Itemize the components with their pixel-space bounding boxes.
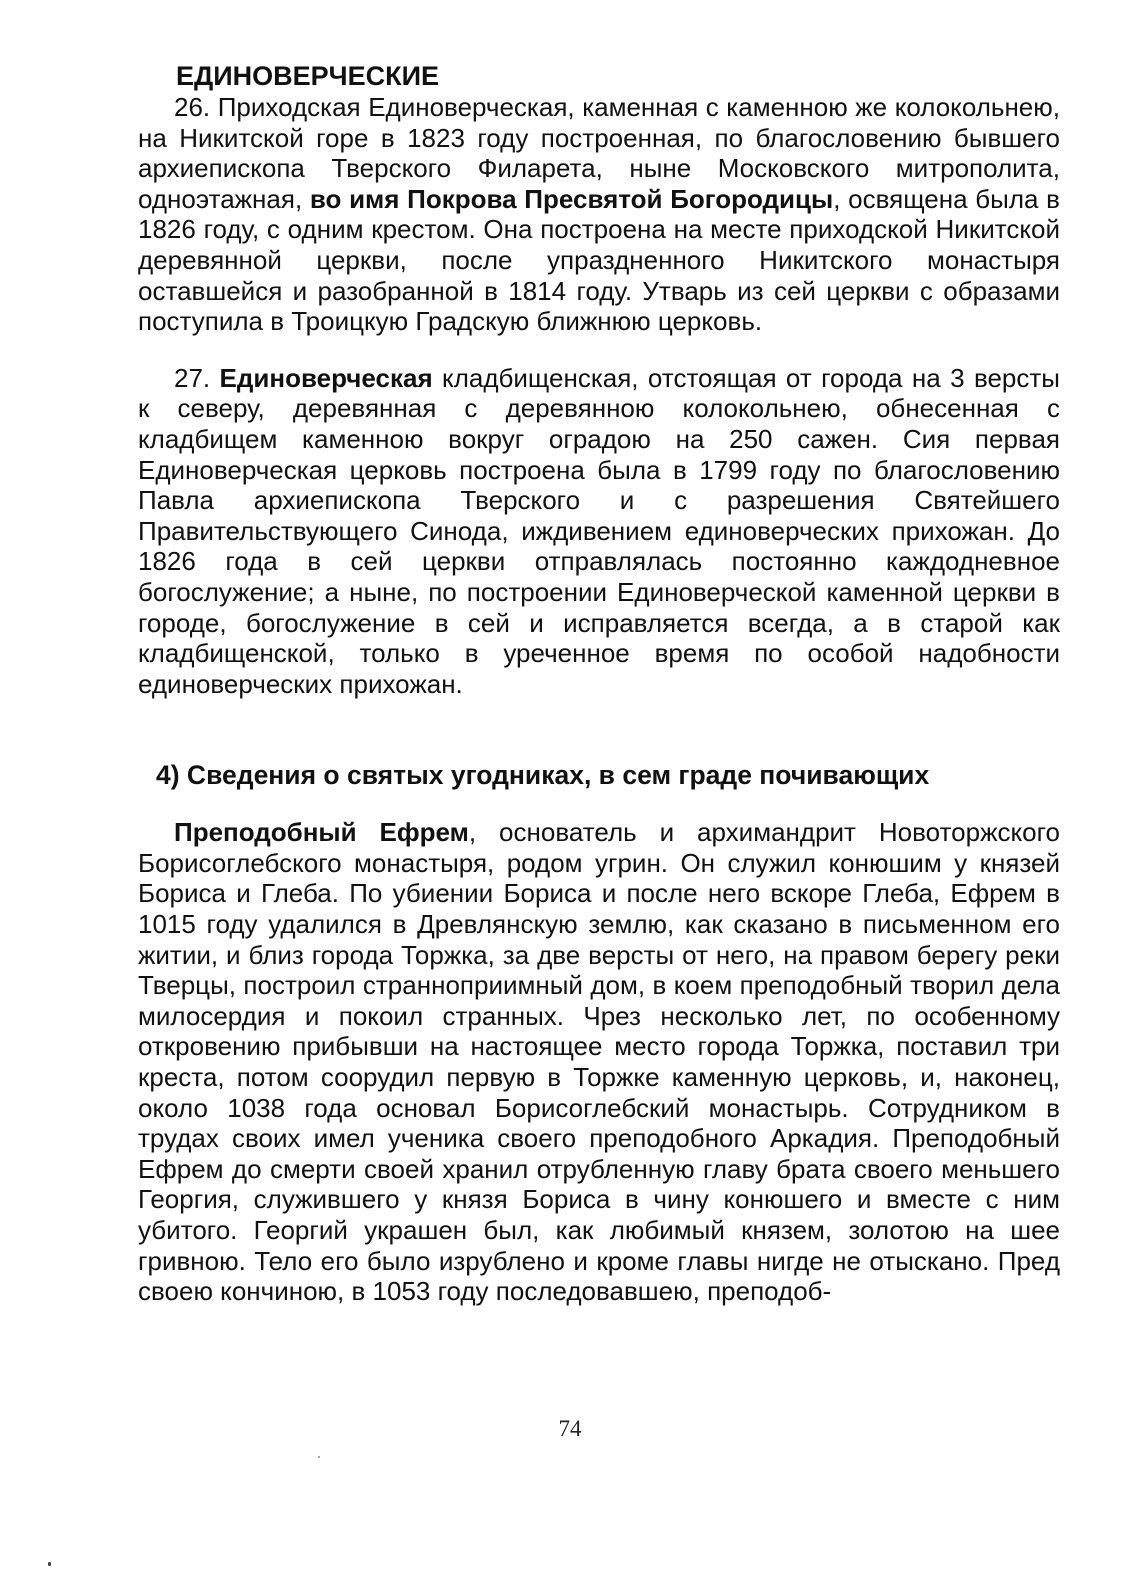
spacer	[138, 791, 1060, 817]
scan-speck	[318, 1456, 320, 1458]
paragraph-26-text-a: 26. Приходская Единоверческая, каменная с каменною же колокольнею, на Никитской горе в 1823 году построенная, по благословению бывшего архиепископа Тверского Филарета, ныне Московского митрополита, одноэтажная,	[138, 92, 1060, 214]
paragraph-27-bold-name: Единоверческая	[219, 362, 433, 393]
paragraph-27-text: кладбищенская, отстоящая от города на 3 версты к северу, деревянная с деревянною колокольнею, обнесенная с кладбищем каменною вокруг оградою на 250 сажен. Сия первая Единоверческая церковь построена была в 1799 году по благословению Павла архиепископа Тверского и с разрешения Святейшего Правительствующего Синода, иждивением единоверческих прихожан. До 1826 года в сей церкви отправлялась постоянно каждодневное богослужение; а ныне, по построении Единоверческой каменной церкви в городе, богослужение в сей и исправляется всегда, а в старой как кладбищенской, только в уреченное время по особой надобности единоверческих прихожан.	[138, 362, 1060, 699]
page-body	[138, 60, 1060, 1307]
section-heading-saints: 4) Сведения о святых угодниках, в сем граде почивающих	[156, 760, 930, 791]
paragraph-efrem-text: , основатель и архимандрит Новоторжского Борисоглебского монастыря, родом угрин. Он служил конюшим у князей Бориса и Глеба. По убиении Бориса и после него вскоре Глеба, Ефрем в 1015 году удалился в Древлянскую землю, как сказано в письменном его житии, и близ города Торжка, за две версты от него, на правом берегу реки Тверцы, построил странноприимный дом, в коем преподобный творил дела милосердия и покоил странных. Чрез несколько лет, по особенному откровению прибывши на настоящее место города Торжка, поставил три креста, потом соорудил первую в Торжке каменную церковь, и, наконец, около 1038 года основал Борисоглебский монастырь. Сотрудником в трудах своих имел ученика своего преподобного Аркадия. Преподобный Ефрем до смерти своей хранил отрубленную главу брата своего меньшего Георгия, служившего у князя Бориса в чину конюшего и вместе с ним убитого. Георгий украшен был, как любимый князем, золотою на шее гривною. Тело его было изрублено и кроме главы нигде не отыскано. Пред своею кончиною, в 1053 году последовавшею, преподоб-	[138, 817, 1060, 1307]
paragraph-26-text-b: , освящена была в 1826 году, с одним крестом. Она построена на месте приходской Никитской деревянной церкви, после упраздненного Никитского монастыря оставшейся и разобранной в 1814 году. Утварь из сей церкви с образами поступила в Троицкую Градскую ближнюю церковь.	[138, 183, 1060, 337]
paragraph-26	[138, 92, 1060, 337]
section-title-edinovercheskie: ЕДИНОВЕРЧЕСКИЕ	[176, 61, 440, 91]
paragraph-27	[138, 363, 1060, 700]
spacer	[138, 699, 1060, 759]
paragraph-efrem	[138, 817, 1060, 1307]
page-number: 74	[558, 1416, 582, 1441]
paragraph-26-bold-dedication: во имя Покрова Пресвятой Богородицы	[309, 183, 834, 214]
paragraph-efrem-bold-name: Преподобный Ефрем	[174, 817, 469, 848]
scan-speck	[48, 1562, 51, 1566]
paragraph-27-number: 27.	[174, 362, 220, 393]
spacer	[138, 337, 1060, 363]
